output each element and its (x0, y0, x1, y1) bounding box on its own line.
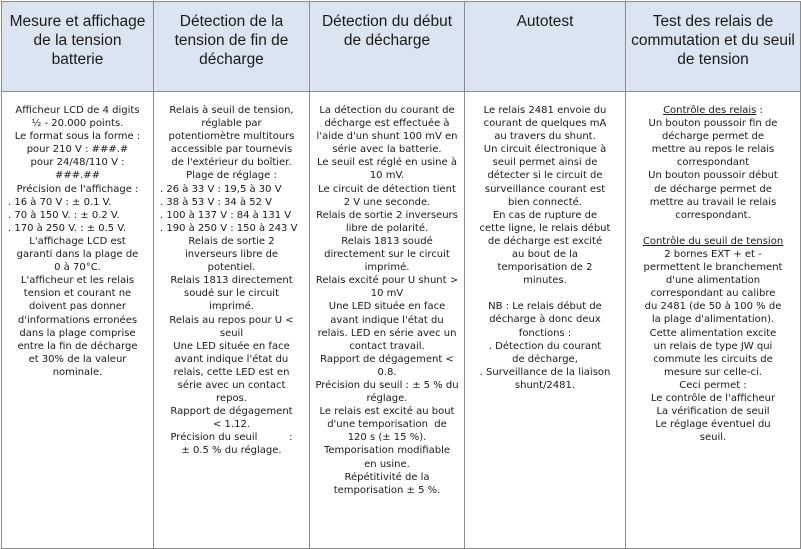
line-text: 10 mV (370, 288, 404, 300)
line-text: Précision de l'affichage : (16, 183, 139, 195)
line-text: soudé sur le circuit (184, 288, 279, 300)
line-text: Le relais est excité au bout (319, 406, 455, 418)
line-text: fonctions : (518, 327, 572, 339)
cell-line (630, 196, 796, 209)
line-text: et 30% de la valeur (28, 353, 127, 365)
line-text: seuil permet ainsi de (492, 157, 598, 169)
cell-line (6, 143, 149, 156)
cell-line (630, 183, 796, 196)
cell-line (469, 117, 621, 130)
cell-line (630, 300, 796, 313)
cell-line (314, 327, 460, 340)
cell-line (630, 104, 796, 117)
line-text: 0 à 70°C. (54, 262, 101, 274)
line-text: 2 bornes EXT + et - (664, 248, 762, 260)
cell-line (469, 287, 621, 300)
specification-table (1, 1, 801, 549)
line-text: Temporisation modifiable (323, 445, 451, 457)
line-text: Relais 1813 directement (170, 275, 293, 287)
cell-line (314, 209, 460, 222)
cell-line (469, 274, 621, 287)
line-text: Un bouton poussoir fin de (648, 118, 778, 130)
line-text: ½ - 20.000 points. (31, 118, 124, 130)
line-text: L'afficheur et les relais (20, 275, 135, 287)
line-text: La détection du courant de (319, 105, 455, 116)
line-text: du 2481 (de 50 à 100 % de (644, 301, 782, 313)
line-text: mettre au travail le relais (649, 196, 777, 208)
cell-line (158, 235, 305, 248)
column-header-test-relais: Test des relais de commutation et du seuil de tension (626, 2, 801, 92)
cell-line (158, 314, 305, 327)
cell-line (314, 366, 460, 379)
line-text: Précision du seuil : ± 5 % du (315, 379, 459, 391)
line-text: . 170 à 250 V. : ± 0.5 V. (8, 222, 127, 234)
section-heading: Contrôle des relais (663, 105, 757, 116)
line-text: la plage d'alimentation). (651, 314, 775, 326)
line-text: Le circuit de détection tient (318, 183, 456, 195)
line-text: tension et courant ne (23, 288, 132, 300)
cell-line (158, 353, 305, 366)
line-text: courant de quelques mA (483, 118, 607, 130)
cell-line (469, 130, 621, 143)
cell-line (6, 261, 149, 274)
line-text: réglage. (366, 393, 408, 405)
line-text: cette ligne, le relais début (479, 222, 611, 234)
line-text: . 70 à 150 V. : ± 0.2 V. (8, 209, 120, 221)
cell-line (630, 340, 796, 353)
line-text: . Surveillance de la liaison (479, 366, 611, 378)
cell-line (158, 287, 305, 300)
line-text: Ceci permet : (679, 379, 747, 391)
column-header-autotest: Autotest (465, 2, 626, 92)
cell-line (314, 379, 460, 392)
cell-line (6, 169, 149, 182)
line-text: 120 s (± 15 %). (347, 432, 427, 444)
line-text: temporisation ± 5 %. (333, 484, 441, 496)
cell-line (630, 117, 796, 130)
cell-line (630, 248, 796, 261)
line-text: Une LED située en face (173, 340, 290, 352)
line-text: Plage de réglage : (186, 170, 277, 182)
cell-line (314, 183, 460, 196)
cell-line (158, 366, 305, 379)
line-text: un relais de type JW qui (653, 340, 773, 352)
cell-line (469, 143, 621, 156)
cell-line (314, 418, 460, 431)
line-text: 10 mV. (369, 170, 405, 182)
line-text: potentiomètre multitours (168, 131, 295, 143)
cell-line (158, 274, 305, 287)
line-text: Relais à seuil de tension, (169, 105, 294, 116)
cell-line (158, 300, 305, 313)
cell-line (158, 248, 305, 261)
line-text: au travers du shunt. (494, 131, 596, 143)
cell-line (158, 196, 305, 209)
line-text: correspondant. (675, 209, 751, 221)
cell-line (630, 431, 796, 444)
cell-line (158, 222, 305, 235)
cell-line (6, 287, 149, 300)
line-text: au bout de la (511, 249, 579, 261)
line-text: de décharge, (512, 353, 578, 365)
cell-line (630, 261, 796, 274)
cell-line (469, 379, 621, 392)
line-text: série avec un contact (177, 379, 286, 391)
cell-line (6, 196, 149, 209)
line-text: Afficheur LCD de 4 digits (15, 105, 140, 116)
line-text: Relais au repos pour U < (169, 314, 294, 326)
cell-line (630, 222, 796, 235)
header-row (2, 2, 801, 92)
cell-line (469, 248, 621, 261)
line-text: mesure sur celle-ci. (664, 366, 762, 378)
line-text: d'une temporisation de (327, 419, 447, 431)
cell-line (314, 117, 460, 130)
line-text: commute les circuits de (653, 353, 773, 365)
line-text: . Détection du courant (488, 340, 602, 352)
cell-mesure-tension (2, 92, 154, 549)
line-text: Relais excité pour U shunt > (315, 275, 459, 287)
line-text: Une LED située en face (328, 301, 446, 313)
cell-debut-decharge (310, 92, 465, 549)
line-text: de décharge est excité (487, 235, 603, 247)
cell-line (630, 327, 796, 340)
line-text: temporisation de 2 (497, 262, 593, 274)
cell-line (630, 156, 796, 169)
cell-line (469, 183, 621, 196)
line-text: avant indique l'état du (174, 353, 289, 365)
cell-line (6, 156, 149, 169)
line-text: imprimé. (364, 262, 410, 274)
cell-line (158, 418, 305, 431)
cell-line (314, 274, 460, 287)
cell-line (6, 235, 149, 248)
line-text: . 38 à 53 V : 34 à 52 V (160, 196, 272, 208)
line-text: de décharge permet de (654, 183, 772, 195)
cell-line (158, 169, 305, 182)
cell-line (314, 353, 460, 366)
cell-line (158, 327, 305, 340)
cell-line (314, 300, 460, 313)
cell-line (6, 366, 149, 379)
line-text: l'aide d'un shunt 100 mV en (316, 131, 458, 143)
line-text: Relais de sortie 2 inverseurs (316, 209, 458, 221)
cell-line (6, 209, 149, 222)
line-text: réglable par (201, 118, 262, 130)
line-text: . 190 à 250 V : 150 à 243 V (160, 222, 298, 234)
line-text: Le seuil est réglé en usine à (317, 157, 457, 169)
line-text: La vérification de seuil (656, 406, 770, 418)
cell-line (469, 235, 621, 248)
line-text: . 16 à 70 V : ± 0.1 V. (8, 196, 112, 208)
cell-line (469, 209, 621, 222)
line-text: 2 V une seconde. (343, 196, 431, 208)
cell-line (314, 235, 460, 248)
line-text: décharge est effectuée à (324, 118, 450, 130)
line-text: Cette alimentation excite (649, 327, 777, 339)
cell-line (630, 209, 796, 222)
line-text: Relais 1813 soudé (341, 235, 433, 247)
cell-line (314, 261, 460, 274)
line-text: Répétitivité de la (344, 471, 430, 483)
line-text: série avec la batterie. (332, 144, 442, 156)
line-text: . 100 à 137 V : 84 à 131 V (160, 209, 292, 221)
cell-line (158, 156, 305, 169)
line-text: shunt/2481. (514, 379, 576, 391)
cell-autotest (465, 92, 626, 549)
line-text: décharge permet de (661, 131, 764, 143)
line-text: correspondant (676, 157, 750, 169)
line-text: En cas de rupture de (492, 209, 598, 221)
cell-line (469, 169, 621, 182)
section-heading: Contrôle du seuil de tension (642, 235, 784, 247)
line-text: repos. (216, 393, 247, 405)
cell-line (314, 196, 460, 209)
line-text: < 1.12. (212, 419, 250, 431)
cell-line (6, 274, 149, 287)
cell-line (314, 104, 460, 117)
cell-line (314, 248, 460, 261)
cell-line (314, 130, 460, 143)
cell-line (158, 431, 305, 444)
line-text: accessible par tournevis (170, 144, 293, 156)
line-text: Le format sous la forme : (14, 131, 141, 143)
line-text: . 26 à 33 V : 19,5 à 30 V (160, 183, 282, 195)
line-text: contact travail. (349, 340, 425, 352)
cell-line (314, 431, 460, 444)
cell-line (469, 261, 621, 274)
cell-line (630, 313, 796, 326)
line-text: Le réglage éventuel du (655, 419, 771, 431)
cell-line (314, 287, 460, 300)
line-text: seuil. (699, 432, 727, 444)
cell-line (6, 130, 149, 143)
column-header-fin-decharge: Détection de la tension de fin de décharge (154, 2, 310, 92)
line-text: permettent le branchement (643, 262, 783, 274)
cell-line (158, 104, 305, 117)
line-text: imprimé. (209, 301, 254, 313)
line-text: relais, cette LED est en (173, 366, 290, 378)
cell-line (630, 353, 796, 366)
cell-line (314, 340, 460, 353)
line-text: 0.8. (377, 366, 397, 378)
line-text: directement sur le circuit (324, 249, 450, 261)
line-text: seuil (219, 327, 244, 339)
line-text: Un bouton poussoir début (648, 170, 778, 182)
line-text: Relais de sortie 2 (188, 235, 275, 247)
cell-line (314, 405, 460, 418)
cell-line (469, 353, 621, 366)
cell-line (630, 366, 796, 379)
line-text: ###.## (54, 170, 101, 182)
line-suffix: : (756, 105, 763, 116)
cell-line (314, 143, 460, 156)
cell-line (6, 327, 149, 340)
cell-line (158, 117, 305, 130)
cell-line (314, 444, 460, 457)
cell-line (469, 327, 621, 340)
line-text: de l'extérieur du boîtier. (171, 157, 292, 169)
line-text: ± 0.5 % du réglage. (181, 445, 282, 457)
line-text: garanti dans la plage de (16, 249, 139, 261)
cell-line (158, 209, 305, 222)
cell-line (158, 444, 305, 457)
cell-line (314, 392, 460, 405)
column-header-debut-decharge: Détection du début de décharge (310, 2, 465, 92)
cell-line (6, 222, 149, 235)
line-text: d'une alimentation (665, 275, 761, 287)
cell-line (158, 130, 305, 143)
cell-line (630, 405, 796, 418)
line-text: Précision du seuil : (170, 432, 293, 444)
line-text: Rapport de dégagement < (320, 353, 454, 365)
cell-line (6, 353, 149, 366)
cell-test-relais (626, 92, 801, 549)
line-text: détecter si le circuit de (487, 170, 603, 182)
cell-line (469, 340, 621, 353)
cell-fin-decharge (154, 92, 310, 549)
line-text: relais. LED en série avec un (317, 327, 457, 339)
cell-line (314, 471, 460, 484)
line-text: potentiel. (207, 262, 256, 274)
line-text: nominale. (52, 366, 103, 378)
cell-line (630, 130, 796, 143)
cell-line (314, 458, 460, 471)
column-header-mesure-tension: Mesure et affichage de la tension batterie (2, 2, 154, 92)
cell-line (6, 104, 149, 117)
line-text: Le contrôle de l'afficheur (650, 392, 776, 404)
cell-line (630, 274, 796, 287)
line-text: NB : Le relais début de (488, 301, 602, 313)
cell-line (158, 392, 305, 405)
line-text: pour 24/48/110 V : (30, 157, 125, 169)
cell-line (314, 169, 460, 182)
line-text: avant indique l'état du (330, 314, 444, 326)
line-text: inverseurs libre de (184, 249, 279, 261)
line-text: doivent pas donner (28, 301, 127, 313)
cell-line (158, 143, 305, 156)
line-text: d'informations erronées (17, 314, 138, 326)
cell-line (6, 183, 149, 196)
line-text: libre de polarité. (345, 222, 429, 234)
cell-line (6, 300, 149, 313)
cell-line (314, 222, 460, 235)
line-text: pour 210 V : ###.# (26, 144, 129, 156)
cell-line (469, 300, 621, 313)
cell-line (630, 169, 796, 182)
cell-line (469, 313, 621, 326)
line-text: dans la plage comprise (19, 327, 136, 339)
line-text: Rapport de dégagement (170, 406, 293, 418)
body-row (2, 92, 801, 549)
line-text: minutes. (523, 275, 567, 287)
line-text: L'affichage LCD est (29, 235, 126, 247)
cell-line (6, 314, 149, 327)
cell-line (158, 183, 305, 196)
cell-line (630, 392, 796, 405)
cell-line (6, 248, 149, 261)
line-text: entre la fin de décharge (17, 340, 138, 352)
line-text: mettre au repos le relais (651, 144, 775, 156)
line-text: bien connecté. (508, 196, 582, 208)
cell-line (469, 366, 621, 379)
cell-line (469, 222, 621, 235)
cell-line (630, 379, 796, 392)
line-text: décharge à donc deux (489, 314, 601, 326)
line-text: en usine. (364, 458, 410, 470)
cell-line (6, 117, 149, 130)
cell-line (314, 484, 460, 497)
cell-line (469, 104, 621, 117)
cell-line (158, 379, 305, 392)
line-text: surveillance courant est (484, 183, 606, 195)
cell-line (630, 418, 796, 431)
cell-line (158, 405, 305, 418)
cell-line (630, 143, 796, 156)
cell-line (314, 156, 460, 169)
cell-line (158, 261, 305, 274)
line-text: Le relais 2481 envoie du (483, 105, 607, 116)
cell-line (6, 340, 149, 353)
cell-line (630, 235, 796, 248)
cell-line (630, 287, 796, 300)
line-text: correspondant au calibre (650, 288, 776, 300)
cell-line (314, 314, 460, 327)
cell-line (469, 156, 621, 169)
cell-line (469, 196, 621, 209)
line-text: Un circuit électronique à (483, 144, 607, 156)
cell-line (158, 340, 305, 353)
